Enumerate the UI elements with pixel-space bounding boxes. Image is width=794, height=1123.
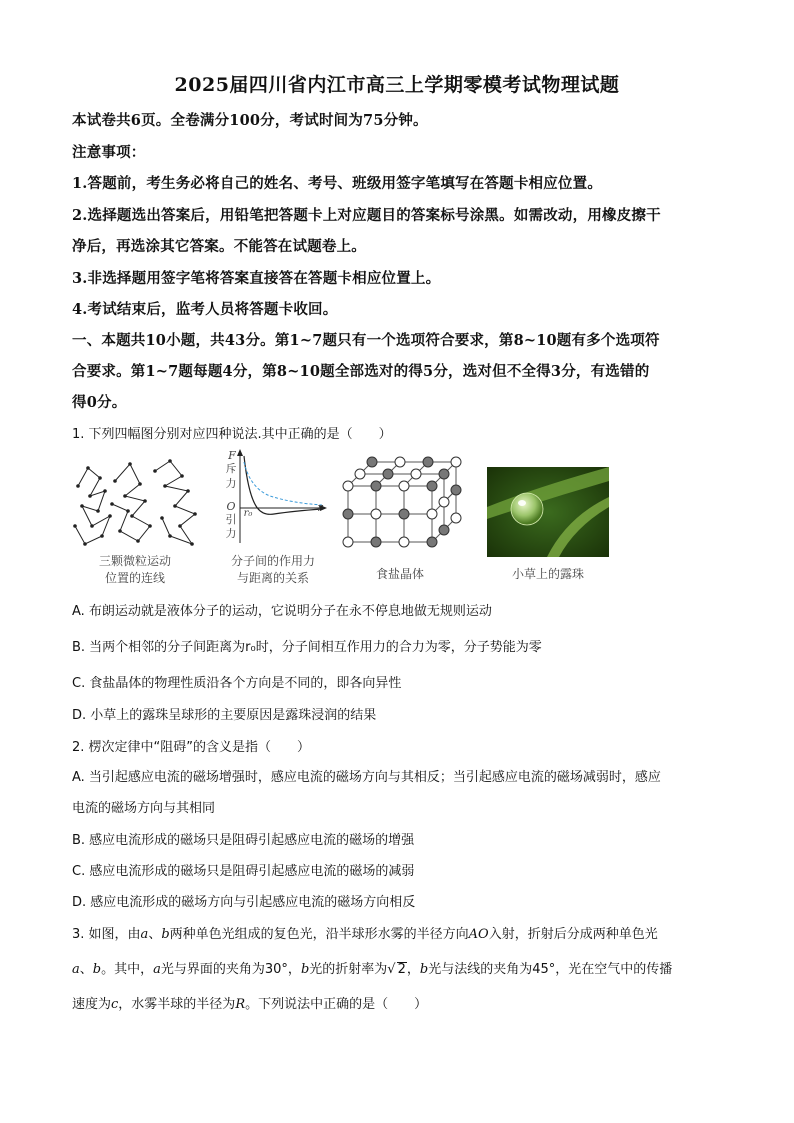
q3-text: 光与界面的夹角为30°， [160, 962, 301, 977]
var-b: b [161, 927, 170, 942]
sqrt-sign: √ [387, 962, 396, 977]
q2-option-c: C. 感应电流形成的磁场只是阻碍引起感应电流的磁场的减弱 [72, 864, 415, 879]
section-instructions-cont: 合要求。第1~7题每题4分，第8~10题全部选对的得5分，选对但不全得3分，有选错的 [72, 363, 650, 380]
q3-text: 、 [148, 927, 162, 942]
q3-text: 。下列说法中正确的是（ ） [245, 997, 428, 1012]
q3-text: 两种单色光组成的复色光，沿半球形水雾的半径方向 [169, 927, 469, 942]
notice-item-2: 2.选择题选出答案后，用铅笔把答题卡上对应题目的答案标号涂黑。如需改动，用橡皮擦干 [72, 207, 661, 224]
section-instructions: 一、本题共10小题，共43分。第1~7题只有一个选项符合要求，第8~10题有多个选项符 [72, 332, 660, 349]
salt-crystal-figure [340, 456, 465, 564]
fig2-caption-line2: 与距离的关系 [236, 571, 309, 585]
fig3-caption: 食盐晶体 [375, 567, 424, 581]
exam-info-line: 本试卷共6页。全卷满分100分，考试时间为75分钟。 [72, 112, 428, 129]
notice-item-3: 3.非选择题用签字笔将答案直接答在答题卡相应位置上。 [72, 270, 441, 287]
q3-stem-line1 [72, 923, 722, 942]
var-a: a [153, 962, 161, 977]
fig2-r0: r₀ [243, 508, 253, 519]
fig1-caption-line2: 位置的连线 [104, 571, 165, 585]
q3-text: 入射，折射后分成两种单色光 [488, 927, 658, 942]
q1-option-c: C. 食盐晶体的物理性质沿各个方向是不同的，即各向异性 [72, 676, 402, 691]
fig2-caption-line1: 分子间的作用力 [230, 554, 315, 568]
q3-text: 。其中， [101, 962, 154, 977]
notice-item-1: 1.答题前，考生务必将自己的姓名、考号、班级用签字笔填写在答题卡相应位置。 [72, 175, 603, 192]
q3-text: 速度为 [72, 997, 112, 1012]
var-b: b [419, 962, 429, 977]
q1-option-a: A. 布朗运动就是液体分子的运动，它说明分子在永不停息地做无规则运动 [72, 604, 492, 619]
q2-option-a: A. 当引起感应电流的磁场增强时，感应电流的磁场方向与其相反；当引起感应电流的磁场减弱时，感应 [72, 770, 661, 785]
fig2-attractive-1: 引 [225, 513, 237, 526]
q3-text: 、 [79, 962, 93, 977]
q1-option-b: B. 当两个相邻的分子间距离为r₀时，分子间相互作用力的合力为零，分子势能为零 [72, 640, 542, 655]
q2-option-a-cont: 电流的磁场方向与其相同 [72, 801, 216, 816]
dew-drop-photo [487, 467, 609, 557]
fig1-caption-line1: 三颗微粒运动 [98, 554, 171, 568]
fig2-axis-r: r [317, 501, 323, 514]
molecular-force-graph [222, 448, 332, 548]
var-b: b [300, 962, 310, 977]
q1-stem: 1. 下列四幅图分别对应四种说法.其中正确的是（ ） [72, 427, 392, 442]
q1-option-d: D. 小草上的露珠呈球形的主要原因是露珠浸润的结果 [72, 708, 377, 723]
q3-stem-line3 [72, 993, 722, 1012]
fig2-repulsive-2: 力 [225, 477, 237, 490]
fig4-caption: 小草上的露珠 [511, 567, 584, 581]
section-instructions-end: 得0分。 [72, 394, 127, 411]
fig2-axis-f: F [228, 449, 236, 462]
q2-stem: 2. 楞次定律中“阻碍”的含义是指（ ） [72, 740, 311, 755]
var-b: b [92, 962, 102, 977]
sqrt-value: 2 [397, 962, 406, 977]
q2-option-b: B. 感应电流形成的磁场只是阻碍引起感应电流的磁场的增强 [72, 833, 415, 848]
fig2-attractive-2: 力 [225, 527, 237, 540]
repulsive-force-curve [244, 462, 322, 505]
fig2-origin: O [226, 500, 236, 513]
notice-item-4: 4.考试结束后，监考人员将答题卡收回。 [72, 301, 338, 318]
q3-text: 光的折射率为 [309, 962, 388, 977]
q2-option-d: D. 感应电流形成的磁场方向与引起感应电流的磁场方向相反 [72, 895, 416, 910]
fig2-repulsive-1: 斥 [225, 462, 237, 475]
notice-item-2-cont: 净后，再选涂其它答案。不能答在试题卷上。 [72, 238, 366, 255]
var-ao: AO [468, 927, 489, 942]
var-c: c [111, 997, 119, 1012]
exam-title: 2025届四川省内江市高三上学期零模考试物理试题 [174, 74, 620, 96]
var-a: a [140, 927, 149, 942]
q3-text: ， [406, 962, 420, 977]
var-a: a [72, 962, 80, 977]
q3-stem-line2 [72, 958, 722, 977]
q3-text: ，水雾半球的半径为 [118, 997, 236, 1012]
brownian-motion-figure [70, 456, 200, 551]
var-r: R [235, 997, 246, 1012]
q3-text: 光与法线的夹角为45°，光在空气中的传播 [428, 962, 673, 977]
notice-heading: 注意事项： [72, 144, 146, 161]
q3-text: 3. 如图，由 [72, 927, 141, 942]
net-force-curve [244, 456, 322, 514]
